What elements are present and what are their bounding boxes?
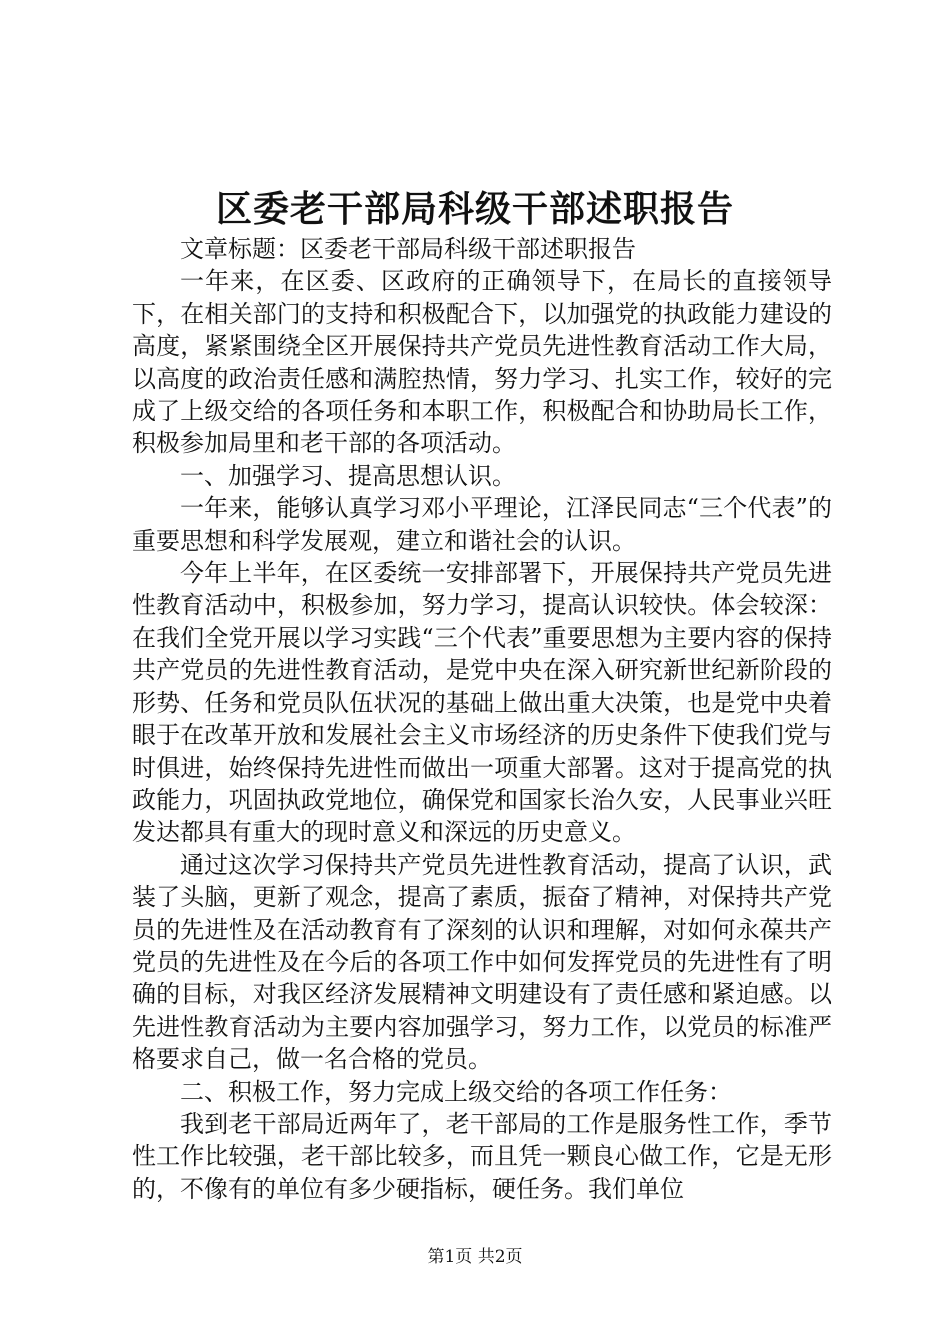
paragraph: 一年来，能够认真学习邓小平理论，江泽民同志“三个代表”的重要思想和科学发展观，建立和谐社会的认识。 [132, 494, 832, 555]
paragraph: 一年来，在区委、区政府的正确领导下，在局长的直接领导下，在相关部门的支持和积极配合下，以加强党的执政能力建设的高度，紧紧围绕全区开展保持共产党员先进性教育活动工作大局，以高度的政治责任感和满腔热情，努力学习、扎实工作，较好的完成了上级交给的各项任务和本职工作，积极配合和协助局长工作，积极参加局里和老干部的各项活动。 [132, 267, 832, 458]
paragraph: 通过这次学习保持共产党员先进性教育活动，提高了认识，武装了头脑，更新了观念，提高了素质，振奋了精神，对保持共产党员的先进性及在活动教育有了深刻的认识和理解，对如何永葆共产党员的先进性及在今后的各项工作中如何发挥党员的先进性有了明确的目标，对我区经济发展精神文明建设有了责任感和紧迫感。以先进性教育活动为主要内容加强学习，努力工作，以党员的标准严格要求自己，做一名合格的党员。 [132, 850, 832, 1074]
paragraph: 今年上半年，在区委统一安排部署下，开展保持共产党员先进性教育活动中，积极参加，努力学习，提高认识较快。体会较深：在我们全党开展以学习实践“三个代表”重要思想为主要内容的保持共产党员的先进性教育活动，是党中央在深入研究新世纪新阶段的形势、任务和党员队伍状况的基础上做出重大决策，也是党中央着眼于在改革开放和发展社会主义市场经济的历史条件下使我们党与时俱进，始终保持先进性而做出一项重大部署。这对于提高党的执政能力，巩固执政党地位，确保党和国家长治久安，人民事业兴旺发达都具有重大的现时意义和深远的历史意义。 [132, 559, 832, 847]
document-body [132, 233, 832, 1205]
page-footer: 第1页 共2页 [427, 1247, 523, 1267]
paragraph: 文章标题：区委老干部局科级干部述职报告 [180, 235, 636, 263]
paragraph: 我到老干部局近两年了，老干部局的工作是服务性工作，季节性工作比较强，老干部比较多，而且凭一颗良心做工作，它是无形的，不像有的单位有多少硬指标，硬任务。我们单位 [132, 1109, 832, 1203]
section-heading: 二、积极工作，努力完成上级交给的各项工作任务： [180, 1077, 732, 1106]
page-title: 区委老干部局科级干部述职报告 [215, 188, 734, 230]
section-heading: 一、加强学习、提高思想认识。 [180, 461, 516, 490]
